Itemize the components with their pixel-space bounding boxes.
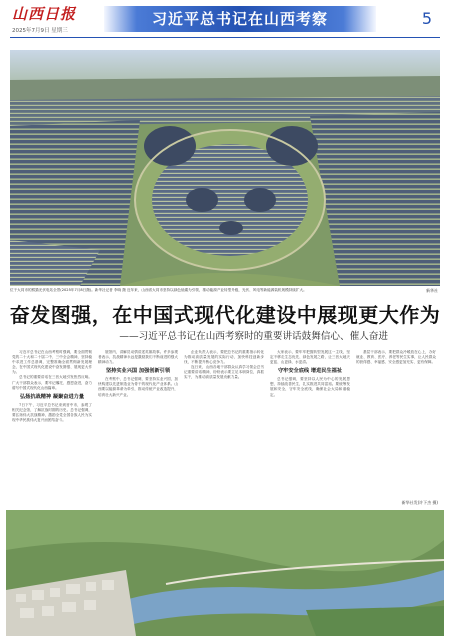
paragraph: 大家表示，要牢牢把握转型发展这一主线，坚定不移走生态优先、绿色发展之路，让三晋大地天更蓝、山更绿、水更清。	[270, 350, 350, 365]
page-number: 5	[421, 9, 433, 28]
paragraph: 展馆内，讲解员动情讲述英雄故事。许多参观者表示，抗战精神永远是激励我们不断前进的强大精神动力。	[98, 350, 178, 365]
paragraph: 连日来，山西各地干部群众认真学习领会总书记重要讲话精神，纷纷表示要立足本职岗位，真抓实干，为推动高质量发展贡献力量。	[184, 365, 264, 380]
masthead-logo: 山西日报	[12, 5, 77, 23]
column-2	[98, 350, 178, 500]
paragraph: 总书记强调，要坚持以人民为中心的发展思想，持续改善民生，扎实推进共同富裕。要统筹发展和安全，守牢安全底线，确保社会大局和谐稳定。	[270, 377, 350, 397]
paragraph: 7日下午，习近平总书记来到晋中市，参观了相关纪念馆，了解抗战时期的历史。总书记强调，要弘扬伟大抗战精神，激励全党全国各族人民为实现中华民族伟大复兴而团结奋斗。	[12, 402, 92, 423]
subsection-heading: 守牢安全底线 增进民生福祉	[277, 368, 343, 375]
paragraph: 习近平总书记在山西考察时强调，要全面贯彻党的二十大和二十届二中、三中全会精神，坚持稳中求进工作总基调，完整准确全面贯彻新发展理念，在中国式现代化建设中奋发图强、展现更大作为。	[12, 350, 92, 375]
hero-photo	[10, 50, 440, 286]
hero-credit: 新华社	[426, 288, 438, 293]
column-5	[356, 350, 436, 500]
paragraph: 基层干部表示，要把群众冷暖放在心上，办好就业、教育、医疗、养老等民生实事，让人民群众的获得感、幸福感、安全感更加充实、更有保障。	[356, 350, 436, 365]
paragraph: 在考察中，总书记强调，要坚持实业兴国，加快构建以先进制造业为骨干的现代化产业体系。山西要以能源革命为牵引，推动传统产业改造提升，培育壮大新兴产业。	[98, 377, 178, 397]
column-1	[12, 350, 92, 500]
paragraph: 企业负责人表示，要把总书记的重要指示转化为推动高质量发展的实际行动，加快科技创新步伐，不断提升核心竞争力。	[184, 350, 264, 365]
header-divider	[10, 37, 440, 38]
bottom-photo-credit: 新华社发(许下杰 摄)	[401, 500, 438, 505]
article-headline: 奋发图强，在中国式现代化建设中展现更大作为	[9, 303, 441, 327]
column-4	[270, 350, 350, 500]
bottom-photo	[6, 510, 444, 636]
paragraph: 总书记的重要讲话在三晋大地引发热烈反响。广大干部群众表示，要牢记嘱托、感恩奋进，奋力谱写中国式现代化山西篇章。	[12, 375, 92, 390]
article-subheadline: ——习近平总书记在山西考察时的重要讲话鼓舞信心、催人奋进	[119, 331, 388, 342]
column-3	[184, 350, 264, 500]
page-header	[0, 0, 450, 40]
hero-caption: 位于大同市的熊猫光伏电站全景(2025年7月8日摄)。新华社记者 李响 摄 近年来，山西省大同市坚持以绿色低碳为引领，推动能源产业转型升级，光伏、风电等新能源装机规模持续扩大。	[10, 288, 307, 292]
river-city-aerial-image	[6, 510, 444, 636]
solar-farm-aerial-image	[10, 50, 440, 286]
subsection-heading: 坚持实业兴国 加强创新引领	[105, 368, 171, 375]
publication-date: 2025年7月9日 星期三	[12, 28, 68, 34]
section-banner: 习近平总书记在山西考察	[104, 6, 376, 32]
subsection-heading: 弘扬抗战精神 凝聚奋进力量	[19, 393, 85, 400]
